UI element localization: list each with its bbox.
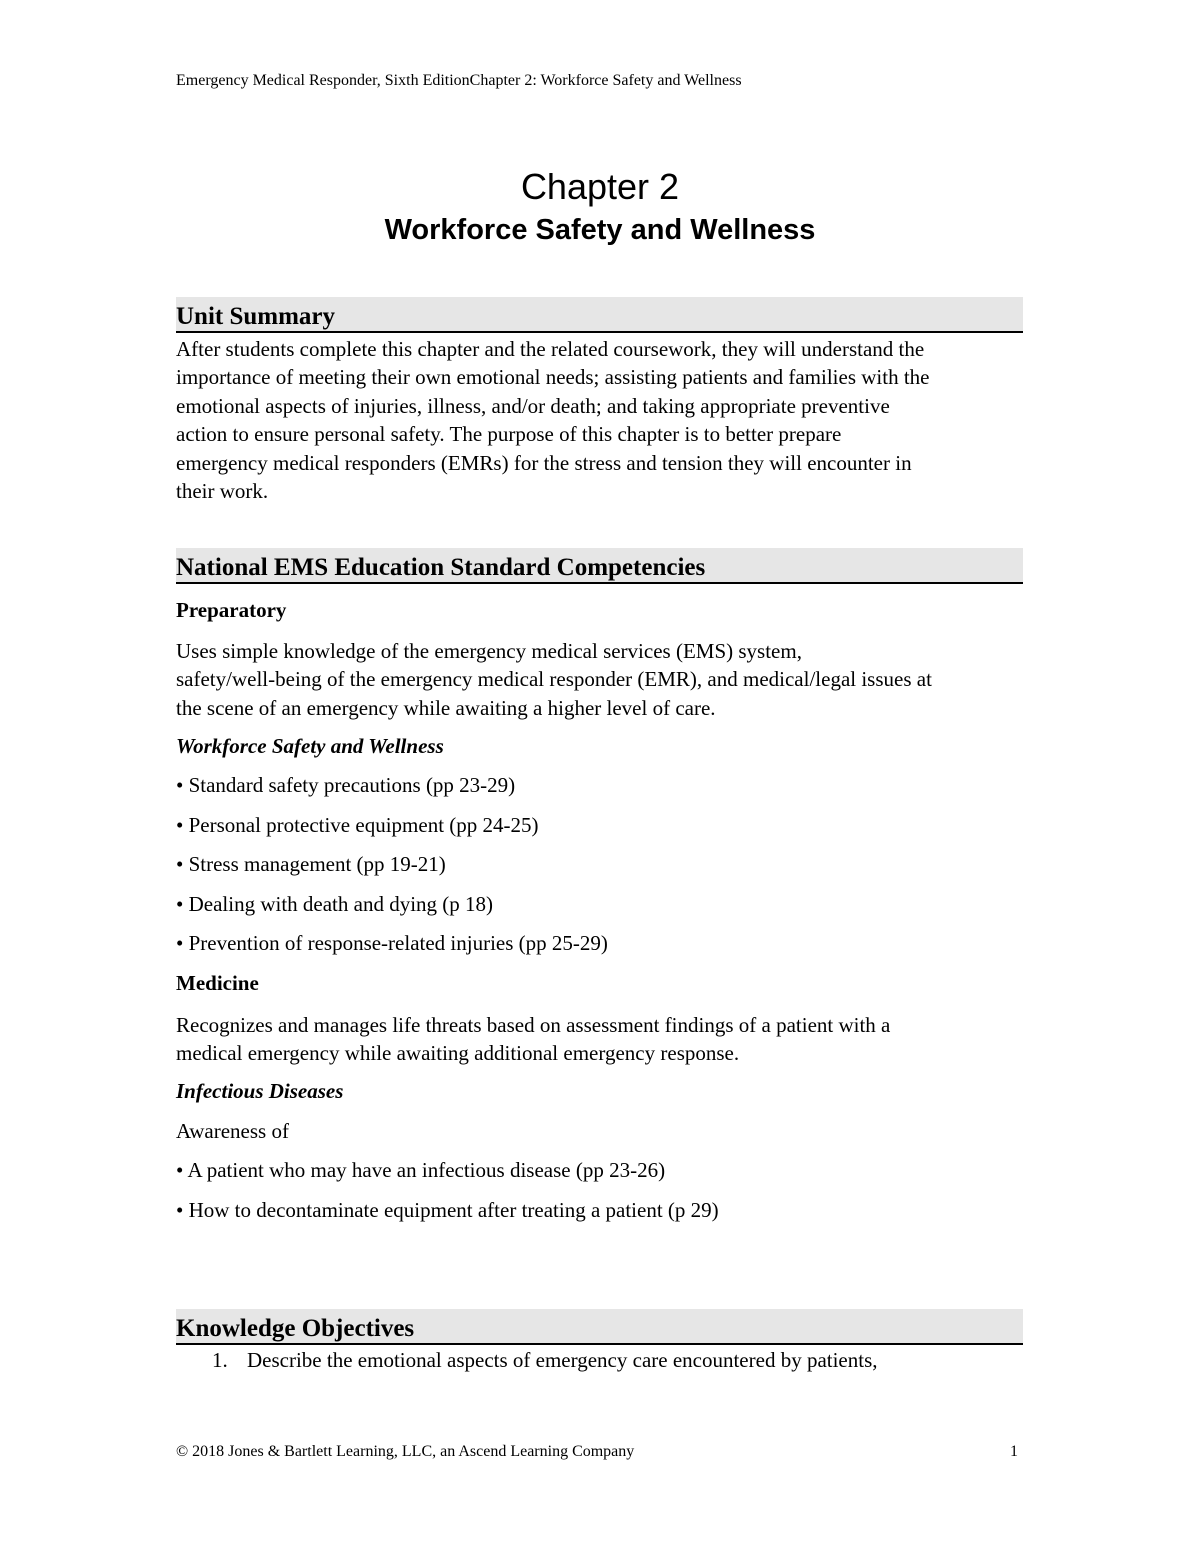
medicine-text xyxy=(176,1011,1023,1068)
preparatory-line: the scene of an emergency while awaiting a higher level of care. xyxy=(176,695,716,720)
summary-line: emergency medical responders (EMRs) for the stress and tension they will encounter in xyxy=(176,450,912,475)
preparatory-line: safety/well-being of the emergency medical responder (EMR), and medical/legal issues at xyxy=(176,667,932,692)
chapter-subtitle: Workforce Safety and Wellness xyxy=(384,214,816,246)
unit-summary-heading: Unit Summary xyxy=(176,303,336,330)
unit-summary-text xyxy=(176,335,1023,505)
bullet-item: • A patient who may have an infectious disease (pp 23-26) xyxy=(176,1158,666,1182)
bullet-item: • Standard safety precautions (pp 23-29) xyxy=(176,773,516,797)
bullet-item: • Stress management (pp 19-21) xyxy=(176,852,446,876)
awareness-intro: Awareness of xyxy=(176,1119,289,1143)
unit-summary-heading-bar xyxy=(176,297,1023,333)
preparatory-line: Uses simple knowledge of the emergency medical services (EMS) system, xyxy=(176,639,802,663)
summary-line: emotional aspects of injuries, illness, and/or death; and taking appropriate preventive xyxy=(176,393,890,418)
running-header: Emergency Medical Responder, Sixth EditionChapter 2: Workforce Safety and Wellness xyxy=(176,72,742,89)
summary-line: their work. xyxy=(176,479,269,504)
footer-copyright: © 2018 Jones & Bartlett Learning, LLC, an Ascend Learning Company xyxy=(176,1443,635,1460)
footer-page-number: 1 xyxy=(1010,1443,1018,1460)
bullet-item: • Dealing with death and dying (p 18) xyxy=(176,892,494,916)
bullet-item: • Prevention of response-related injuries (pp 25-29) xyxy=(176,931,608,955)
bullet-item: • How to decontaminate equipment after treating a patient (p 29) xyxy=(176,1198,719,1222)
objective-number: 1. xyxy=(212,1348,228,1372)
knowledge-objectives-heading-bar xyxy=(176,1309,1023,1345)
competencies-heading: National EMS Education Standard Competencies xyxy=(176,554,706,581)
infectious-diseases-subheading: Infectious Diseases xyxy=(176,1079,344,1103)
objective-text: Describe the emotional aspects of emergency care encountered by patients, xyxy=(247,1348,878,1372)
knowledge-objectives-heading: Knowledge Objectives xyxy=(176,1315,415,1342)
medicine-heading: Medicine xyxy=(176,971,259,995)
competencies-heading-bar xyxy=(176,548,1023,584)
bullet-item: • Personal protective equipment (pp 24-25) xyxy=(176,813,539,837)
summary-line: importance of meeting their own emotional needs; assisting patients and families with the xyxy=(176,365,930,390)
preparatory-heading: Preparatory xyxy=(176,598,287,622)
medicine-line: medical emergency while awaiting additional emergency response. xyxy=(176,1041,740,1066)
workforce-safety-subheading: Workforce Safety and Wellness xyxy=(176,734,444,758)
chapter-title: Chapter 2 xyxy=(520,166,680,207)
preparatory-text xyxy=(176,637,1023,722)
summary-line: After students complete this chapter and the related coursework, they will understand the xyxy=(176,337,925,361)
medicine-line: Recognizes and manages life threats based on assessment findings of a patient with a xyxy=(176,1013,891,1037)
summary-line: action to ensure personal safety. The purpose of this chapter is to better prepare xyxy=(176,422,842,447)
